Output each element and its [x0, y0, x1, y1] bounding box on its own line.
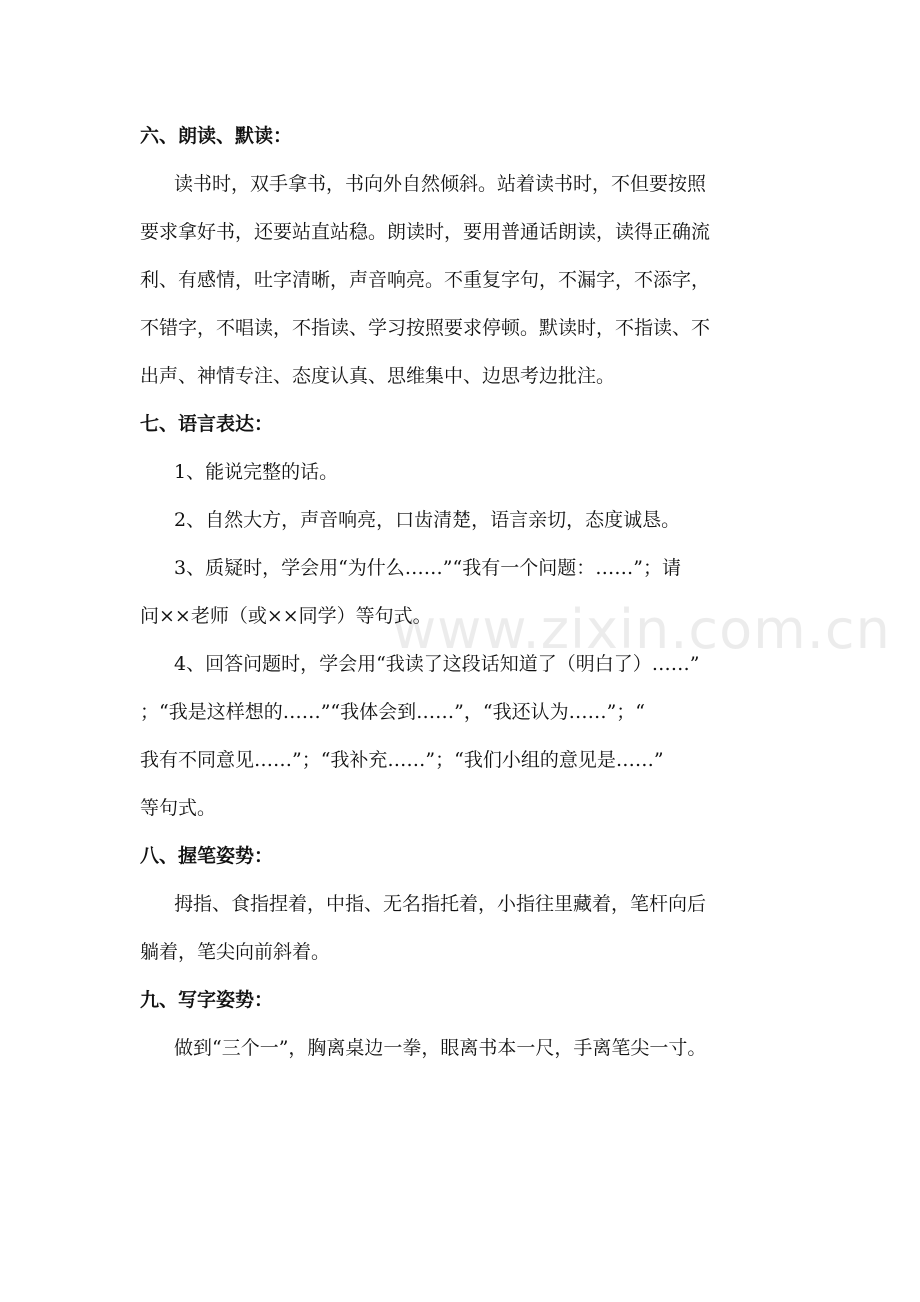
section-heading-reading: 六、朗读、默读：	[140, 125, 293, 147]
section-heading-writing-posture: 九、写字姿势：	[140, 989, 274, 1011]
document-page	[140, 112, 780, 1072]
paragraph-line: 出声、神情专注、态度认真、思维集中、边思考边批注。	[140, 365, 616, 387]
watermark: www.zixin.com.cn	[392, 598, 891, 661]
paragraph-line: 不错字，不唱读，不指读、学习按照要求停顿。默读时，不指读、不	[140, 317, 711, 339]
list-item-continuation: 问××老师（或××同学）等句式。	[140, 605, 432, 627]
section-expression	[140, 400, 780, 832]
paragraph-line: 做到“三个一”，胸离桌边一拳，眼离书本一尺，手离笔尖一寸。	[174, 1037, 707, 1059]
section-writing-posture	[140, 976, 780, 1072]
list-item: 4、回答问题时，学会用“我读了这段话知道了（明白了）……”	[174, 653, 700, 675]
paragraph-line: 躺着，笔尖向前斜着。	[140, 941, 331, 963]
section-heading-pen-grip: 八、握笔姿势：	[140, 845, 274, 867]
list-item: 1、能说完整的话。	[174, 461, 339, 483]
list-item-continuation: ；“我是这样想的……”“我体会到……”，“我还认为……”；“	[140, 701, 645, 723]
list-item-continuation: 我有不同意见……”；“我补充……”；“我们小组的意见是……”	[140, 749, 664, 771]
list-item: 3、质疑时，学会用“为什么……”“我有一个问题：……”；请	[174, 557, 681, 579]
list-item-continuation: 等句式。	[140, 797, 217, 819]
paragraph-line: 读书时，双手拿书，书向外自然倾斜。站着读书时，不但要按照	[174, 173, 707, 195]
section-reading	[140, 112, 780, 400]
list-item: 2、自然大方，声音响亮，口齿清楚，语言亲切，态度诚恳。	[174, 509, 681, 531]
paragraph-line: 利、有感情，吐字清晰，声音响亮。不重复字句，不漏字，不添字，	[140, 269, 711, 291]
paragraph-line: 要求拿好书，还要站直站稳。朗读时，要用普通话朗读，读得正确流	[140, 221, 711, 243]
paragraph-line: 拇指、食指捏着，中指、无名指托着，小指往里藏着，笔杆向后	[174, 893, 707, 915]
section-pen-grip	[140, 832, 780, 976]
section-heading-expression: 七、语言表达：	[140, 413, 274, 435]
